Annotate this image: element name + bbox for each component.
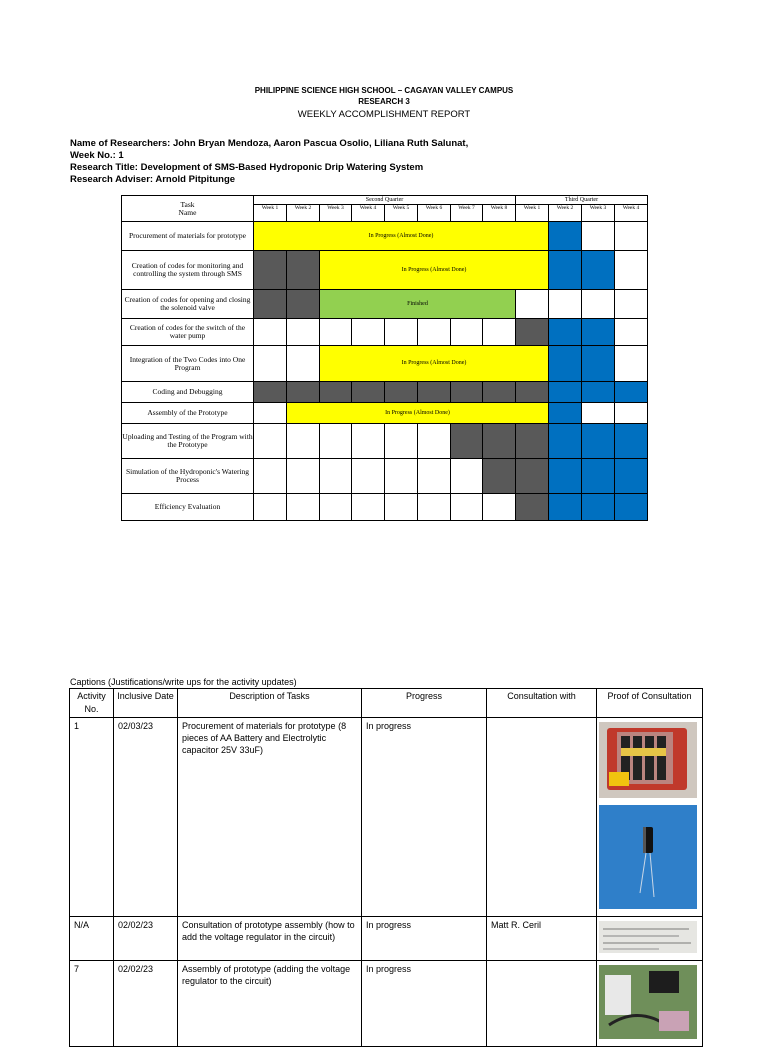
gantt-cell xyxy=(287,290,320,319)
school-name: PHILIPPINE SCIENCE HIGH SCHOOL – CAGAYAN VALLEY CAMPUS xyxy=(254,86,514,95)
gantt-row xyxy=(122,459,648,494)
inclusive-date: 02/02/23 xyxy=(114,961,178,1047)
gantt-cell xyxy=(549,494,582,521)
gantt-cell xyxy=(352,382,385,403)
gantt-cell xyxy=(352,459,385,494)
activity-no: 1 xyxy=(70,718,114,917)
consultation-with xyxy=(487,961,597,1047)
gantt-cell xyxy=(615,222,648,251)
prototype-assembly-photo xyxy=(599,965,697,1039)
gantt-cell xyxy=(549,319,582,346)
gantt-task-name: Coding and Debugging xyxy=(122,382,254,403)
course-name: RESEARCH 3 xyxy=(358,97,410,106)
gantt-cell xyxy=(352,494,385,521)
gantt-cell xyxy=(287,251,320,290)
inclusive-date: 02/02/23 xyxy=(114,917,178,961)
progress-status: In progress xyxy=(362,718,487,917)
researchers-line: Name of Researchers: John Bryan Mendoza, Aaron Pascua Osolio, Liliana Ruth Salunat, xyxy=(70,138,469,149)
gantt-row xyxy=(122,290,648,319)
gantt-cell xyxy=(582,290,615,319)
gantt-row xyxy=(122,494,648,521)
gantt-row xyxy=(122,382,648,403)
gantt-cell xyxy=(615,319,648,346)
week-line: Week No.: 1 xyxy=(70,150,124,161)
gantt-row xyxy=(122,346,648,382)
report-info xyxy=(70,138,468,186)
gantt-cell xyxy=(582,494,615,521)
gantt-cell xyxy=(320,382,352,403)
gantt-cell xyxy=(418,424,451,459)
activity-log-table xyxy=(69,688,703,1047)
gantt-task-name: Uploading and Testing of the Program with the Prototype xyxy=(122,424,254,459)
proof-cell xyxy=(597,718,703,917)
status-bar: In Progress (Almost Done) xyxy=(320,346,549,382)
consultation-with: Matt R. Ceril xyxy=(487,917,597,961)
gantt-cell xyxy=(483,424,516,459)
gantt-cell xyxy=(451,382,483,403)
gantt-cell xyxy=(254,346,287,382)
gantt-cell xyxy=(549,382,582,403)
gantt-cell xyxy=(582,251,615,290)
proof-cell xyxy=(597,917,703,961)
gantt-task-name: Simulation of the Hydroponic's Watering Process xyxy=(122,459,254,494)
gantt-task-name: Creation of codes for the switch of the water pump xyxy=(122,319,254,346)
consultation-notes-photo xyxy=(599,921,697,953)
col-header-consultation: Consultation with xyxy=(487,689,597,718)
gantt-cell xyxy=(516,382,549,403)
gantt-cell xyxy=(615,346,648,382)
gantt-cell xyxy=(549,459,582,494)
progress-status: In progress xyxy=(362,961,487,1047)
gantt-cell xyxy=(254,382,287,403)
gantt-cell xyxy=(320,494,352,521)
week-header: Week 2 xyxy=(287,205,320,222)
report-title: WEEKLY ACCOMPLISHMENT REPORT xyxy=(297,109,471,120)
gantt-cell xyxy=(615,494,648,521)
gantt-cell xyxy=(582,346,615,382)
gantt-cell xyxy=(516,290,549,319)
gantt-row xyxy=(122,319,648,346)
gantt-cell xyxy=(287,459,320,494)
gantt-cell xyxy=(516,319,549,346)
gantt-task-header xyxy=(122,196,254,222)
gantt-cell xyxy=(615,382,648,403)
gantt-cell xyxy=(254,251,287,290)
gantt-cell xyxy=(483,382,516,403)
gantt-row xyxy=(122,403,648,424)
status-bar: In Progress (Almost Done) xyxy=(287,403,549,424)
gantt-cell xyxy=(549,251,582,290)
gantt-cell xyxy=(615,290,648,319)
gantt-cell xyxy=(287,424,320,459)
col-header-progress: Progress xyxy=(362,689,487,718)
gantt-cell xyxy=(254,459,287,494)
inclusive-date: 02/03/23 xyxy=(114,718,178,917)
week-header: Week 4 xyxy=(615,205,648,222)
gantt-cell xyxy=(615,459,648,494)
task-description: Procurement of materials for prototype (8 pieces of AA Battery and Electrolytic capacitor 25V 33uF) xyxy=(178,718,362,917)
gantt-cell xyxy=(385,319,418,346)
gantt-task-name: Efficiency Evaluation xyxy=(122,494,254,521)
table-row xyxy=(70,718,703,917)
gantt-task-name: Creation of codes for monitoring and controlling the system through SMS xyxy=(122,251,254,290)
week-header: Week 1 xyxy=(516,205,549,222)
research-title-line: Research Title: Development of SMS-Based Hydroponic Drip Watering System xyxy=(70,162,424,173)
gantt-task-name: Assembly of the Prototype xyxy=(122,403,254,424)
captions-label: Captions (Justifications/write ups for the activity updates) xyxy=(70,677,297,687)
week-header: Week 5 xyxy=(385,205,418,222)
gantt-task-name: Integration of the Two Codes into One Program xyxy=(122,346,254,382)
week-header: Week 3 xyxy=(320,205,352,222)
week-header: Week 8 xyxy=(483,205,516,222)
gantt-cell xyxy=(385,494,418,521)
battery-photo xyxy=(599,722,697,798)
gantt-cell xyxy=(287,494,320,521)
table-row xyxy=(70,917,703,961)
gantt-cell xyxy=(287,319,320,346)
week-header: Week 3 xyxy=(582,205,615,222)
gantt-cell xyxy=(516,424,549,459)
gantt-task-name: Procurement of materials for prototype xyxy=(122,222,254,251)
gantt-cell xyxy=(254,403,287,424)
task-description: Assembly of prototype (adding the voltage regulator to the circuit) xyxy=(178,961,362,1047)
consultation-with xyxy=(487,718,597,917)
gantt-cell xyxy=(320,459,352,494)
gantt-cell xyxy=(385,459,418,494)
gantt-cell xyxy=(483,319,516,346)
third-quarter-header: Third Quarter xyxy=(516,196,648,205)
gantt-row xyxy=(122,251,648,290)
gantt-cell xyxy=(516,459,549,494)
name-header-word: Name xyxy=(178,207,197,217)
gantt-row xyxy=(122,424,648,459)
gantt-cell xyxy=(582,424,615,459)
week-header: Week 6 xyxy=(418,205,451,222)
activity-no: 7 xyxy=(70,961,114,1047)
gantt-cell xyxy=(418,494,451,521)
gantt-cell xyxy=(615,251,648,290)
activity-no: N/A xyxy=(70,917,114,961)
gantt-cell xyxy=(320,319,352,346)
gantt-cell xyxy=(582,459,615,494)
gantt-cell xyxy=(582,382,615,403)
gantt-cell xyxy=(352,319,385,346)
gantt-cell xyxy=(451,459,483,494)
gantt-cell xyxy=(418,382,451,403)
gantt-cell xyxy=(451,424,483,459)
gantt-cell xyxy=(549,346,582,382)
gantt-cell xyxy=(254,424,287,459)
col-header-proof: Proof of Consultation xyxy=(597,689,703,718)
gantt-cell xyxy=(287,346,320,382)
task-description: Consultation of prototype assembly (how to add the voltage regulator in the circuit) xyxy=(178,917,362,961)
gantt-cell xyxy=(483,494,516,521)
task-header-word: Task xyxy=(180,199,195,209)
table-row xyxy=(70,961,703,1047)
gantt-cell xyxy=(352,424,385,459)
col-header-description: Description of Tasks xyxy=(178,689,362,718)
gantt-cell xyxy=(287,382,320,403)
gantt-cell xyxy=(483,459,516,494)
gantt-cell xyxy=(582,403,615,424)
gantt-cell xyxy=(254,494,287,521)
gantt-cell xyxy=(385,382,418,403)
adviser-line: Research Adviser: Arnold Pitpitunge xyxy=(70,174,236,185)
proof-cell xyxy=(597,961,703,1047)
status-bar: In Progress (Almost Done) xyxy=(254,222,549,251)
progress-status: In progress xyxy=(362,917,487,961)
gantt-cell xyxy=(549,290,582,319)
col-header-activity-no: Activity No. xyxy=(70,689,114,718)
week-header: Week 4 xyxy=(352,205,385,222)
gantt-cell xyxy=(549,403,582,424)
gantt-cell xyxy=(451,494,483,521)
capacitor-photo xyxy=(599,805,697,909)
gantt-row xyxy=(122,222,648,251)
gantt-cell xyxy=(549,424,582,459)
col-header-inclusive-date: Inclusive Date xyxy=(114,689,178,718)
status-bar: Finished xyxy=(320,290,516,319)
gantt-cell xyxy=(615,403,648,424)
gantt-cell xyxy=(385,424,418,459)
gantt-cell xyxy=(254,290,287,319)
gantt-chart xyxy=(121,195,648,521)
gantt-task-name: Creation of codes for opening and closing the solenoid valve xyxy=(122,290,254,319)
gantt-cell xyxy=(418,319,451,346)
second-quarter-header: Second Quarter xyxy=(254,196,516,205)
gantt-cell xyxy=(254,319,287,346)
week-header: Week 7 xyxy=(451,205,483,222)
gantt-cell xyxy=(582,222,615,251)
gantt-cell xyxy=(320,424,352,459)
gantt-cell xyxy=(615,424,648,459)
gantt-cell xyxy=(582,319,615,346)
week-header: Week 2 xyxy=(549,205,582,222)
gantt-cell xyxy=(418,459,451,494)
week-header: Week 1 xyxy=(254,205,287,222)
gantt-cell xyxy=(451,319,483,346)
gantt-cell xyxy=(549,222,582,251)
gantt-cell xyxy=(516,494,549,521)
status-bar: In Progress (Almost Done) xyxy=(320,251,549,290)
